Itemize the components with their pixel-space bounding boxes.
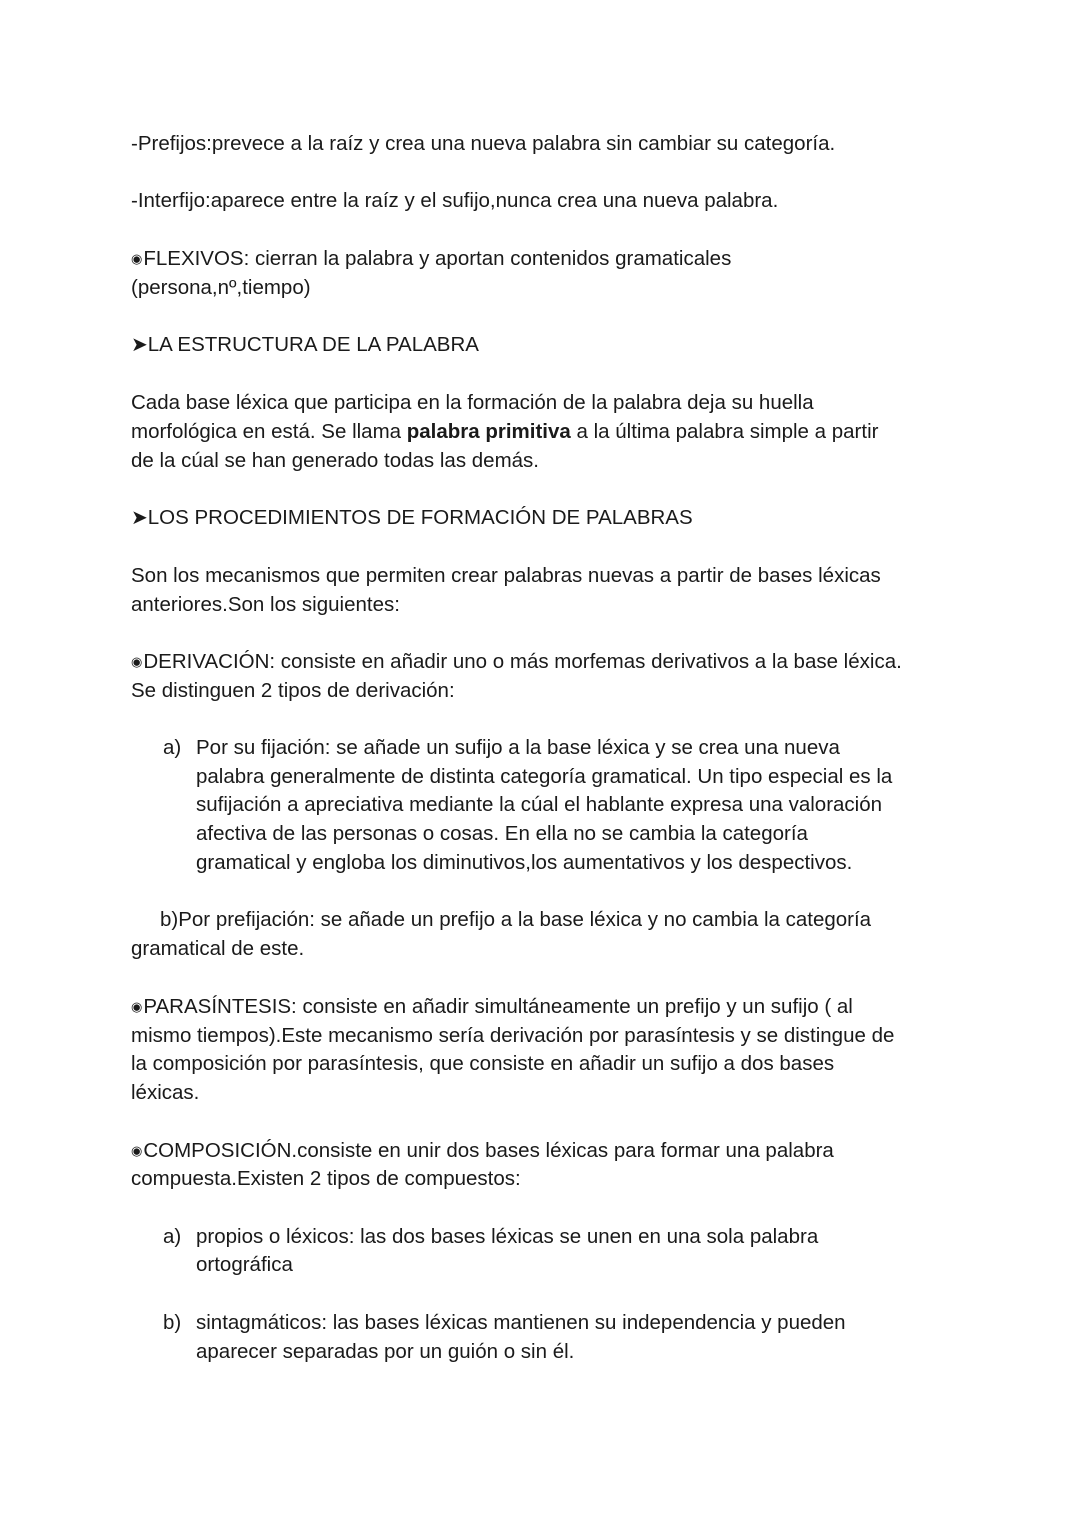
derivacion-a-line-3: sufijación a apreciativa mediante la cúal el hablante expresa una valoración bbox=[196, 793, 883, 816]
flexivos-text: FLEXIVOS: cierran la palabra y aportan contenidos gramaticales bbox=[143, 247, 732, 270]
composicion-line-1 bbox=[131, 1136, 834, 1167]
derivacion-a-line-5: gramatical y engloba los diminutivos,los aumentativos y los despectivos. bbox=[196, 851, 853, 874]
derivacion-a-line-4: afectiva de las personas o cosas. En ella no se cambia la categoría bbox=[196, 822, 808, 845]
heading-estructura bbox=[131, 330, 479, 360]
composicion-a-line-1: propios o léxicos: las dos bases léxicas se unen en una sola palabra bbox=[196, 1225, 819, 1248]
procedimientos-line-2: anteriores.Son los siguientes: bbox=[131, 593, 400, 616]
composicion-b-line-2: aparecer separadas por un guión o sin él. bbox=[196, 1340, 575, 1363]
arrow-icon: ➤ bbox=[131, 334, 148, 356]
procedimientos-line-1: Son los mecanismos que permiten crear palabras nuevas a partir de bases léxicas bbox=[131, 564, 881, 587]
parasintesis-line-4: léxicas. bbox=[131, 1081, 200, 1104]
estructura-line-2-pre: morfológica en está. Se llama bbox=[131, 420, 407, 443]
derivacion-b-line-2: gramatical de este. bbox=[131, 937, 305, 960]
heading-procedimientos-text: LOS PROCEDIMIENTOS DE FORMACIÓN DE PALABRAS bbox=[147, 506, 693, 529]
composicion-b-line-1: sintagmáticos: las bases léxicas mantienen su independencia y pueden bbox=[196, 1311, 846, 1334]
bullet-icon: ◉ bbox=[131, 654, 143, 669]
composicion-line-2: compuesta.Existen 2 tipos de compuestos: bbox=[131, 1167, 521, 1190]
heading-procedimientos bbox=[131, 503, 693, 533]
flexivos-line-2: (persona,nº,tiempo) bbox=[131, 276, 311, 299]
interfijo-line: -Interfijo:aparece entre la raíz y el sufijo,nunca crea una nueva palabra. bbox=[131, 189, 779, 212]
palabra-primitiva-term: palabra primitiva bbox=[406, 420, 571, 443]
composicion-text: COMPOSICIÓN.consiste en unir dos bases léxicas para formar una palabra bbox=[143, 1139, 834, 1162]
bullet-icon: ◉ bbox=[131, 1143, 143, 1158]
estructura-line-3: de la cúal se han generado todas las demás. bbox=[131, 449, 539, 472]
estructura-line-1: Cada base léxica que participa en la formación de la palabra deja su huella bbox=[131, 391, 814, 414]
estructura-line-2 bbox=[131, 417, 878, 446]
derivacion-a-marker: a) bbox=[163, 736, 182, 759]
bullet-icon: ◉ bbox=[131, 251, 143, 266]
estructura-line-2-post: a la última palabra simple a partir bbox=[570, 420, 879, 443]
flexivos-line-1 bbox=[131, 244, 731, 275]
composicion-a-marker: a) bbox=[163, 1225, 182, 1248]
heading-estructura-text: LA ESTRUCTURA DE LA PALABRA bbox=[147, 333, 479, 356]
derivacion-line-1 bbox=[131, 647, 902, 678]
parasintesis-text: PARASÍNTESIS: consiste en añadir simultáneamente un prefijo y un sufijo ( al bbox=[143, 995, 853, 1018]
parasintesis-line-2: mismo tiempos).Este mecanismo sería derivación por parasíntesis y se distingue de bbox=[131, 1024, 895, 1047]
parasintesis-line-1 bbox=[131, 992, 853, 1023]
prefijos-line: -Prefijos:prevece a la raíz y crea una nueva palabra sin cambiar su categoría. bbox=[131, 132, 836, 155]
arrow-icon: ➤ bbox=[131, 507, 148, 529]
derivacion-line-2: Se distinguen 2 tipos de derivación: bbox=[131, 679, 455, 702]
composicion-b-marker: b) bbox=[163, 1311, 182, 1334]
derivacion-a-line-1: Por su fijación: se añade un sufijo a la base léxica y se crea una nueva bbox=[196, 736, 840, 759]
composicion-a-line-2: ortográfica bbox=[196, 1253, 293, 1276]
derivacion-b-line-1: b)Por prefijación: se añade un prefijo a la base léxica y no cambia la categoría bbox=[160, 908, 872, 931]
derivacion-text: DERIVACIÓN: consiste en añadir uno o más morfemas derivativos a la base léxica. bbox=[143, 650, 902, 673]
parasintesis-line-3: la composición por parasíntesis, que consiste en añadir un sufijo a dos bases bbox=[131, 1052, 835, 1075]
derivacion-a-line-2: palabra generalmente de distinta categoría gramatical. Un tipo especial es la bbox=[196, 765, 893, 788]
bullet-icon: ◉ bbox=[131, 999, 143, 1014]
